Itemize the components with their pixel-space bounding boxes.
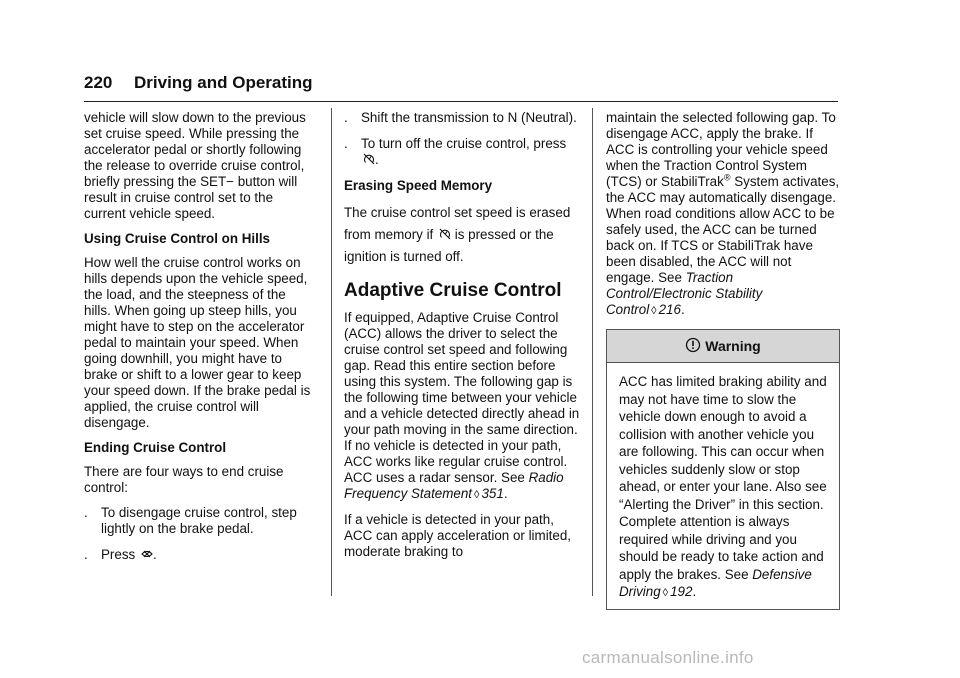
list-item: . To turn off the cruise control, press . bbox=[344, 136, 567, 167]
cruise-on-off-icon bbox=[363, 153, 375, 165]
section-title: Driving and Operating bbox=[134, 73, 313, 92]
page-reference[interactable]: 192 bbox=[670, 584, 693, 599]
page-number: 220 bbox=[84, 73, 113, 92]
bullet-icon: . bbox=[84, 547, 88, 562]
paragraph: If a vehicle is detected in your path, ACC can apply acceleration or limited, moderate braking to bbox=[344, 512, 572, 559]
page-header bbox=[84, 71, 838, 102]
list-item-text: To turn off the cruise control, press bbox=[361, 136, 567, 151]
subheading-ending: Ending Cruise Control bbox=[84, 440, 227, 455]
warning-header bbox=[607, 330, 839, 363]
list-item-text: To disengage cruise control, step lightly on the brake pedal. bbox=[101, 505, 297, 536]
column-2 bbox=[344, 110, 580, 569]
paragraph: If equipped, Adaptive Cruise Control (ACC) allows the driver to select the cruise control set speed and following gap. Read this entire section before using this system. The following gap is the following time between your vehicle and a vehicle detected directly ahead in your path moving in the same direction. If no vehicle is detected in your path, ACC works like regular cruise control. ACC uses a radar sensor. See Radio Frequency Statement ◊ 351. bbox=[344, 310, 580, 501]
warning-title: Warning bbox=[705, 338, 761, 354]
list-item bbox=[344, 110, 580, 126]
subheading-erasing: Erasing Speed Memory bbox=[344, 178, 493, 193]
paragraph: The cruise control set speed is erased from memory if is pressed or the ignition is turned off. bbox=[344, 205, 571, 264]
section-heading-acc: Adaptive Cruise Control bbox=[344, 280, 562, 301]
list-item-text: Shift the transmission to N (Neutral). bbox=[361, 110, 577, 125]
cross-reference-arrow-icon: ◊ bbox=[474, 489, 480, 501]
column-divider bbox=[592, 108, 593, 596]
cross-reference-arrow-icon: ◊ bbox=[662, 587, 669, 599]
warning-body: ACC has limited braking ability and may not have time to slow the vehicle down enough to avoid a collision with another vehicle you are following. This can occur when vehicles suddenly slow or stop ahead, or enter your lane. Also see “Alerting the Driver” in this section. Complete attention is always required while driving and you should be ready to take action and apply the brakes. See Defensive Driving ◊ 192. bbox=[619, 374, 827, 599]
paragraph: How well the cruise control works on hills depends upon the vehicle speed, the load, and the steepness of the hills. When going up steep hills, you might have to step on the accelerator pedal to maintain your speed. When going downhill, you might have to brake or shift to a lower gear to keep your speed down. If the brake pedal is applied, the cruise control will disengage. bbox=[84, 255, 311, 430]
column-divider bbox=[331, 108, 332, 596]
paragraph: There are four ways to end cruise control: bbox=[84, 464, 284, 495]
registered-mark: ® bbox=[723, 172, 731, 183]
bullet-icon: . bbox=[84, 505, 88, 520]
cruise-cancel-icon bbox=[141, 548, 153, 560]
page-reference[interactable]: 351 bbox=[481, 486, 504, 501]
cross-reference-link[interactable]: Traction Control/Electronic Stability Control bbox=[606, 270, 763, 317]
column-1 bbox=[84, 110, 316, 573]
list-item bbox=[84, 505, 316, 537]
cross-reference-link[interactable]: Radio Frequency Statement bbox=[344, 470, 564, 501]
list-item: . Press . bbox=[84, 547, 157, 562]
cross-reference-link[interactable]: Defensive Driving bbox=[619, 566, 812, 599]
subheading-hills: Using Cruise Control on Hills bbox=[84, 231, 270, 246]
bullet-icon: . bbox=[344, 136, 348, 151]
bullet-icon: . bbox=[344, 110, 348, 125]
watermark: carmanualsonline.info bbox=[582, 648, 754, 667]
column-3 bbox=[606, 110, 840, 610]
paragraph: vehicle will slow down to the previous set cruise speed. While pressing the accelerator pedal or shortly following the release to override cruise control, briefly pressing the SET− button will result in cruise control set to the current vehicle speed. bbox=[84, 110, 306, 221]
paragraph: maintain the selected following gap. To disengage ACC, apply the brake. If ACC is controlling your vehicle speed when the Traction Control System (TCS) or StabiliTrak® System activates, the ACC may automatically disengage. When road conditions allow ACC to be safely used, the ACC can be turned back on. If TCS or StabiliTrak have been disabled, the ACC will not engage. See Traction Control/Electronic Stability Control ◊ 216. bbox=[606, 110, 840, 317]
warning-icon bbox=[685, 337, 701, 356]
cross-reference-arrow-icon: ◊ bbox=[651, 305, 657, 317]
list-item-text: Press bbox=[101, 547, 136, 562]
cruise-on-off-icon bbox=[439, 228, 451, 240]
warning-box bbox=[606, 329, 840, 610]
page-reference[interactable]: 216 bbox=[658, 302, 681, 317]
